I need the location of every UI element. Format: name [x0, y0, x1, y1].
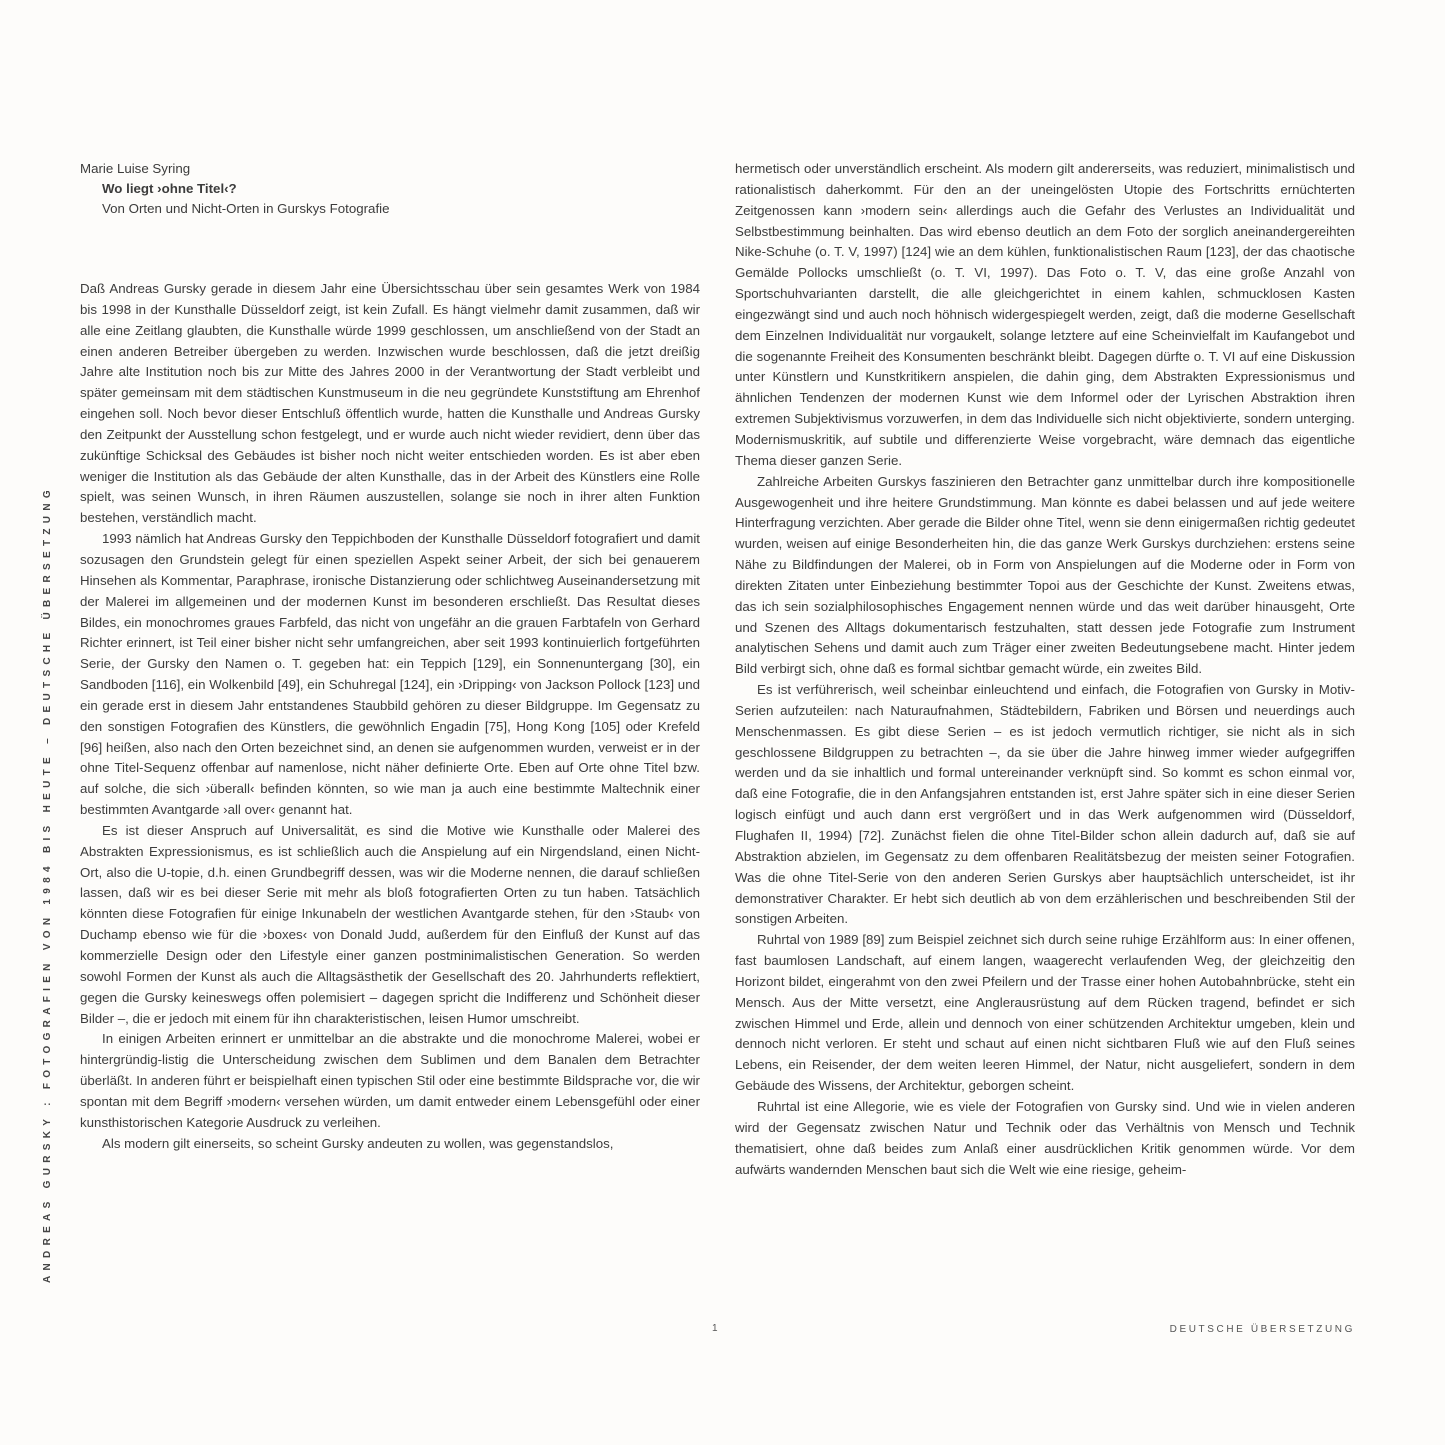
paragraph: Es ist dieser Anspruch auf Universalität, es sind die Motive wie Kunsthalle oder Malerei des Abstrakten Expressionismus, es ist schließlich auch die Anspielung auf ein Nirgendsland, einen Nicht-Ort, also die U-topie, d.h. einen Grundbegriff dessen, was wir die Moderne nennen, die darauf schließen lassen, daß wir es bei dieser Serie mit mehr als bloß fotografierten Orten zu tun haben. Tatsächlich könnten diese Fotografien für einige Inkunabeln der westlichen Avantgarde stehen, für den ›Staub‹ von Duchamp ebenso wie für die ›boxes‹ von Donald Judd, außerdem für den Einfluß der Kunst auf das kommerzielle Design oder den Lifestyle einer ganzen postminimalistischen Generation. So werden sowohl Formen der Kunst als auch die Alltagsästhetik der Gesellschaft des 20. Jahrhunderts reflektiert, gegen die Gursky keineswegs offen polemisiert – dagegen spricht die Indifferenz und Schönheit dieser Bilder –, die er jedoch mit einem für ihn charakteristischen, leisen Humor umschreibt.	[80, 822, 700, 1026]
paragraph: Daß Andreas Gursky gerade in diesem Jahr eine Übersichtsschau über sein gesamtes Werk von 1984 bis 1998 in der Kunsthalle Düsseldorf zeigt, ist kein Zufall. Es hängt vielmehr damit zusammen, daß wir alle eine Zeitlang glaubten, die Kunsthalle würde 1999 geschlossen, um anschließend von der Stadt an einen anderen Betreiber übergeben zu werden. Inzwischen wurde beschlossen, daß die jetzt dreißig Jahre alte Institution noch bis zur Mitte des Jahres 2000 in der Verantwortung der Stadt verbleibt und später gemeinsam mit dem städtischen Kunstmuseum in die neu gegründete Kunststiftung am Ehrenhof eingehen soll. Noch bevor dieser Entschluß öffentlich wurde, hatten die Kunsthalle und Andreas Gursky den Zeitpunkt der Ausstellung schon festgelegt, und er wurde auch nicht wieder revidiert, denn über das zukünftige Schicksal des Gebäudes ist bisher noch nicht weiter entschieden worden. Es ist aber eben weniger die Institution als das Gebäude der alten Kunsthalle, das in der Arbeit des Künstlers eine Rolle spielt, was seinen Wunsch, in ihren Räumen auszustellen, solange sie noch in ihrer alten Funktion bestehen, verständlich macht.	[80, 281, 700, 526]
footer-section-label: DEUTSCHE ÜBERSETZUNG	[1169, 1324, 1355, 1335]
left-body	[80, 279, 700, 1154]
author-name: Marie Luise Syring	[80, 161, 191, 176]
paragraph: hermetisch oder unverständlich erscheint. Als modern gilt andererseits, was reduziert, minimalistisch und rationalistisch daherkommt. Für den an der uneingelösten Utopie des Fortschritts ernüchterten Zeitgenossen kann ›modern sein‹ allerdings auch die Gefahr des Verlustes an Individualität und Selbstbestimmung beinhalten. Das wird ebenso deutlich an dem Foto der sorglich aneinandergereihten Nike-Schuhe (o. T. V, 1997) [124] wie an dem kühlen, funktionalistischen Raum [123], der das chaotische Gemälde Pollocks umschließt (o. T. VI, 1997). Das Foto o. T. V, das eine große Anzahl von Sportschuhvarianten darstellt, die alle gleichgerichtet in einem kahlen, schmucklosen Kasten eingezwängt sind und auch noch höhnisch widergespiegelt werden, zeigt, daß die moderne Gesellschaft dem Einzelnen Individualität nur vorgaukelt, solange letztere auf eine Scheinvielfalt im Kaufangebot und die sogenannte Freiheit des Konsumenten beschränkt bleibt. Dagegen dürfte o. T. VI auf eine Diskussion unter Künstlern und Kunstkritikern anspielen, die dahin ging, dem Abstrakten Expressionismus und ähnlichen Tendenzen der modernen Kunst wie dem Informel oder der Lyrischen Abstraktion ihren extremen Subjektivismus vorzuwerfen, in dem das Individuelle sich nicht objektivierte, sondern unterging. Modernismuskritik, auf subtile und differenzierte Weise vorgebracht, wäre demnach das eigentliche Thema dieser ganzen Serie.	[735, 161, 1355, 468]
paragraph: Ruhrtal von 1989 [89] zum Beispiel zeichnet sich durch seine ruhige Erzählform aus: In einer offenen, fast baumlosen Landschaft, auf einem langen, waagerecht verlaufenden Weg, der gleichzeitig den Horizont bildet, eingerahmt von den zwei Pfeilern und der Trasse einer hohen Autobahnbrücke, steht ein Mensch. Aus der Mitte versetzt, eine Anglerausrüstung auf dem Rücken tragend, befindet er sich zwischen Himmel und Erde, allein und dennoch von einer schützenden Architektur umgeben, klein und dennoch nicht verloren. Er steht und schaut auf einen nicht sichtbaren Fluß wie auf den Fluß seines Lebens, ein Reisender, der dem weiten leeren Himmel, der Natur, nicht ausgeliefert, sondern in dem Gebäude des Wissens, der Architektur, geborgen scheint.	[735, 932, 1355, 1094]
paragraph: Es ist verführerisch, weil scheinbar einleuchtend und einfach, die Fotografien von Gursky in Motiv-Serien aufzuteilen: nach Naturaufnahmen, Städtebildern, Fabriken und Börsen und neuerdings auch Menschenmassen. Es gibt diese Serien – es ist jedoch vermutlich richtiger, sie nicht als in sich geschlossene Bildgruppen zu betrachten –, da sie über die Jahre hinweg immer wieder aufgegriffen werden und da sie inhaltlich und formal untereinander verknüpft sind. So kommt es schon einmal vor, daß eine Fotografie, die in den Anfangsjahren entstanden ist, erst Jahre später sich in eine dieser Serien logisch einfügt und auch dann erst vergrößert und in das Werk aufgenommen wird (Düsseldorf, Flughafen II, 1994) [72]. Zunächst fielen die ohne Titel-Bilder schon allein dadurch auf, daß sie auf Abstraktion abzielen, im Gegensatz zu dem offenbaren Realitätsbezug der meisten seiner Fotografien. Was die ohne Titel-Serie von den anderen Serien Gurskys aber hauptsächlich unterscheidet, ist ihr demonstrativer Charakter. Er hebt sich deutlich ab von dem erzählerischen und beschreibenden Stil der sonstigen Arbeiten.	[735, 682, 1355, 927]
paragraph: Als modern gilt einerseits, so scheint Gursky andeuten zu wollen, was gegenstandslos,	[102, 1135, 614, 1151]
article-subtitle: Von Orten und Nicht-Orten in Gurskys Fotografie	[102, 201, 390, 216]
spine-title: ANDREAS GURSKY : FOTOGRAFIEN VON 1984 BIS HEUTE – DEUTSCHE ÜBERSETZUNG	[42, 485, 53, 1283]
page-number: 1	[712, 1323, 718, 1334]
paragraph: Ruhrtal ist eine Allegorie, wie es viele der Fotografien von Gursky sind. Und wie in vielen anderen wird der Gegensatz zwischen Natur und Technik oder das Verhältnis von Mensch und Technik thematisiert, ohne daß beides zum Anlaß einer ausdrücklichen Kritik genommen würde. Vor dem aufwärts wandernden Menschen baut sich die Welt wie eine riesige, geheim-	[735, 1098, 1355, 1177]
left-column	[80, 159, 700, 1154]
right-column	[735, 159, 1355, 1180]
paragraph: 1993 nämlich hat Andreas Gursky den Teppichboden der Kunsthalle Düsseldorf fotografiert und damit sozusagen den Grundstein gelegt für einen speziellen Aspekt seiner Arbeit, der sich bei genauerem Hinsehen als Kommentar, Paraphrase, ironische Distanzierung oder schlichtweg Auseinandersetzung mit der Malerei im allgemeinen und der modernen Kunst im besonderen erschließt. Das Resultat dieses Bildes, ein monochromes graues Farbfeld, das nicht von ungefähr an die grauen Farbtafeln von Gerhard Richter erinnert, ist Teil einer bisher nicht sehr umfangreichen, aber seit 1993 kontinuierlich fortgeführten Serie, der Gursky den Namen o. T. gegeben hat: ein Teppich [129], ein Sonnenuntergang [30], ein Sandboden [116], ein Wolkenbild [49], ein Schuhregal [124], ein ›Dripping‹ von Jackson Pollock [123] und ein gerade erst in diesem Jahr entstandenes Staubbild gehören zu dieser Bildgruppe. Im Gegensatz zu den sonstigen Fotografien des Künstlers, die gewöhnlich Engadin [75], Hong Kong [105] oder Krefeld [96] heißen, also nach den Orten bezeichnet sind, an denen sie aufgenommen wurden, verweist er in der ohne Titel-Sequenz offenbar auf namenlose, nicht näher definierte Orte. Eben auf Orte ohne Titel bzw. auf solche, die sich ›überall‹ befinden könnten, so wie man ja auch eine bestimmte Maltechnik einer bestimmten Avantgarde ›all over‹ genannt hat.	[80, 531, 700, 818]
paragraph: Zahlreiche Arbeiten Gurskys faszinieren den Betrachter ganz unmittelbar durch ihre kompositionelle Ausgewogenheit und ihre heitere Grundstimmung. Man könnte es dabei belassen und auf jede weitere Hinterfragung verzichten. Aber gerade die Bilder ohne Titel, wenn sie denn einigermaßen richtig gedeutet wurden, weisen auf einige Besonderheiten hin, die das ganze Werk Gurskys durchziehen: erstens seine Nähe zu Bildfindungen der Malerei, ob in Form von Anspielungen auf die Moderne oder in Form von direkten Zitaten unter Einbeziehung bestimmter Topoi aus der Geschichte der Kunst. Zweitens etwas, das ich sein sozialphilosophisches Engagement nennen würde und das weit darüber hinausgeht, Orte und Szenen des Alltags dokumentarisch festzuhalten, statt dessen jede Fotografie zum Instrument analytischen Sehens und damit auch zum Träger einer zweiten Bedeutungsebene macht. Hinter jedem Bild verbirgt sich, ohne daß es formal sichtbar gemacht würde, ein zweites Bild.	[735, 473, 1355, 677]
article-title: Wo liegt ›ohne Titel‹?	[102, 181, 237, 196]
paragraph: In einigen Arbeiten erinnert er unmittelbar an die abstrakte und die monochrome Malerei, wobei er hintergründig-listig die Unterscheidung zwischen dem Sublimen und dem Banalen dem Betrachter überläßt. In anderen führt er beispielhaft einen typischen Stil oder eine bestimmte Bildsprache vor, die wir spontan mit dem Begriff ›modern‹ versehen würden, um damit entweder einem Lebensgefühl oder einer kunsthistorischen Kategorie Ausdruck zu verleihen.	[80, 1031, 700, 1130]
